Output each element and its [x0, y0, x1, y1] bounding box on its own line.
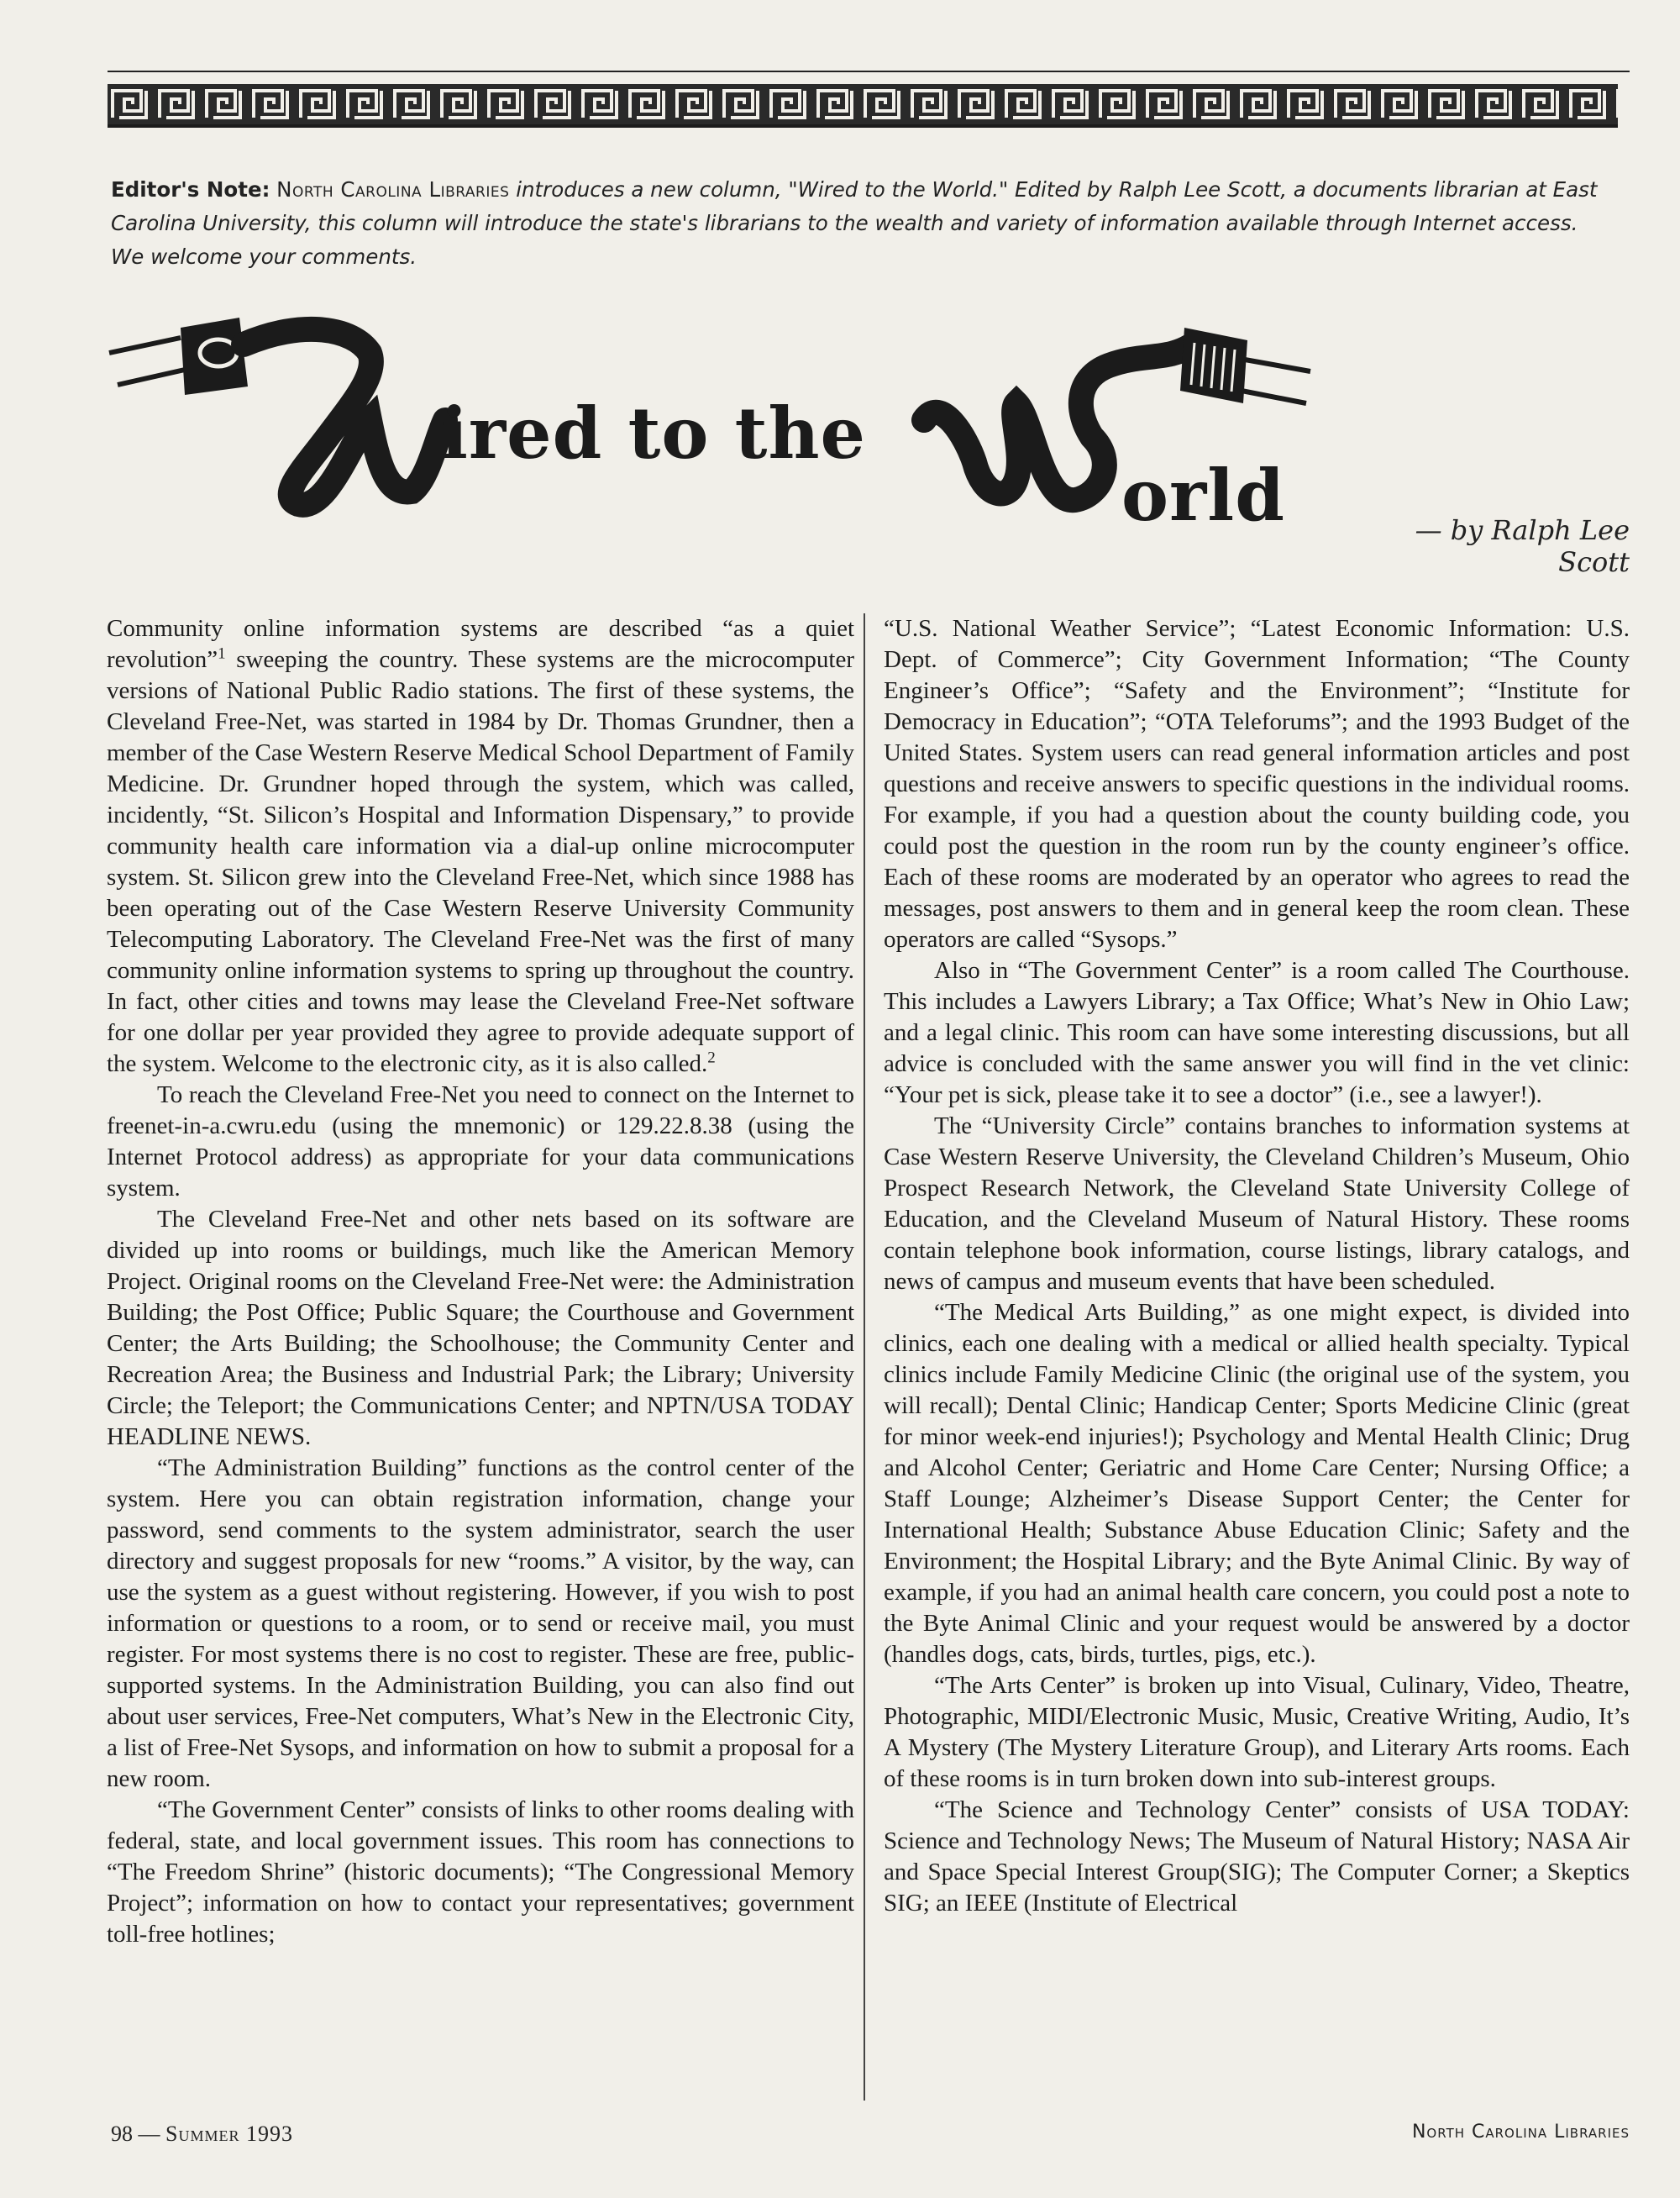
left-plug-icon [181, 318, 248, 395]
paragraph: Also in “The Government Center” is a room called The Courthouse. This includes a Lawyers Library; a Tax Office; What’s New in Ohio Law; and a legal clinic. This room can have some interesting discussions, but all advice is concluded with the same answer you will find in the vet clinic: “Your pet is sick, please take it to see a doctor” (i.e., see a lawyer!). [884, 957, 1630, 1108]
article-left-column [107, 613, 854, 1950]
right-plug-icon [1180, 328, 1247, 403]
editors-note [111, 173, 1614, 274]
paragraph: “The Medical Arts Building,” as one might expect, is divided into clinics, each one dealing with a medical or allied health specialty. Typical clinics include Family Medicine Clinic (the original use of the system, you will recall); Dental Clinic; Handicap Center; Sports Medicine Clinic (great for minor week-end injuries!); Psychology and Mental Health Clinic; Drug and Alcohol Center; Geriatric and Home Care Center; Nursing Office; a Staff Lounge; Alzheimer’s Disease Support Center; the Center for International Health; Substance Abuse Education Clinic; Safety and the Environment; the Hospital Library; and the Byte Animal Clinic. By way of example, if you had an animal health care concern, you could post a note to the Byte Animal Clinic and your request would be answered by a doctor (handles dogs, cats, birds, turtles, pigs, etc.). [884, 1299, 1630, 1668]
paragraph-text: Community online information systems are described “as a quiet revolution” [107, 615, 854, 673]
cable-w-icon [244, 329, 445, 505]
paragraph: “The Administration Building” functions as the control center of the system. Here you can obtain registration information, change your password, send comments to the system administrator, search the user directory and suggest proposals for new “rooms.” A visitor, by the way, can use the system as a guest without registering. However, if you wish to post information or questions to a room, or to send or receive mail, you must register. For most systems there is no cost to register. These are free, public-supported systems. In the Administration Building, you can also find out about user services, Free-Net computers, What’s New in the Electronic City, a list of Free-Net Sysops, and information on how to submit a proposal for a new room. [107, 1454, 854, 1792]
plug-prong-icon [118, 370, 185, 385]
paragraph: “The Arts Center” is broken up into Visual, Culinary, Video, Theatre, Photographic, MIDI/Electronic Music, Music, Creative Writing, Audio, It’s A Mystery (The Mystery Literature Group), and Literary Arts rooms. Each of these rooms is in turn broken down into sub-interest groups. [884, 1672, 1630, 1792]
paragraph: “The Government Center” consists of links to other rooms dealing with federal, state, and local government issues. This room has connections to “The Freedom Shrine” (historic documents); “The Congressional Memory Project”; information on how to contact your representatives; government toll-free hotlines; [107, 1796, 854, 1948]
issue-date: Summer 1993 [165, 2122, 293, 2146]
paragraph: The “University Circle” contains branches to information systems at Case Western Reserve University, the Cleveland Children’s Museum, Ohio Prospect Research Network, the Cleveland State University College of Education, and the Cleveland Museum of Natural History. These rooms contain telephone book information, course listings, library catalogs, and news of campus and museum events that have been scheduled. [884, 1112, 1630, 1295]
page-number: 98 — [111, 2122, 165, 2146]
byline: — by Ralph Lee Scott [1415, 514, 1630, 578]
column-title-graphic [101, 294, 1327, 546]
editors-note-label: Editor's Note: [111, 177, 270, 202]
editors-note-text: introduces a new column, "Wired to the World." Edited by Ralph Lee Scott, a documents librarian at East Carolina University, this column will introduce the state's librarians to the wealth and variety of information available through Internet access. We welcome your comments. [111, 177, 1598, 269]
column-divider [864, 613, 865, 2101]
article-right-column [884, 613, 1630, 1919]
plug-prong-icon [1242, 391, 1306, 403]
footer-page-issue [111, 2122, 293, 2147]
paragraph [107, 613, 854, 1080]
journal-name: North Carolina Libraries [1411, 2122, 1630, 2143]
paragraph: To reach the Cleveland Free-Net you need to connect on the Internet to freenet-in-a.cwru.edu (using the mnemonic) or 129.22.8.38 (using the Internet Protocol address) as appropriate for your data communications system. [107, 1081, 854, 1202]
plug-prong-icon [109, 338, 181, 353]
footnote-ref: 1 [218, 644, 226, 663]
column-title-part2: orld [1121, 454, 1285, 537]
plug-prong-icon [1245, 360, 1310, 371]
footer-journal [1412, 2122, 1630, 2143]
top-rule [108, 71, 1630, 72]
footnote-ref: 2 [707, 1049, 716, 1067]
paragraph-text: sweeping the country. These systems are the microcomputer versions of National Public Radio stations. The first of these systems, the Cleveland Free-Net, was started in 1984 by Dr. Thomas Grundner, then a member of the Case Western Reserve Medical School Department of Family Medicine. Dr. Grundner hoped through the system, which was called, incidently, “St. Silicon’s Hospital and Information Dispensary,” to provide community health care information via a dial-up online microcomputer system. St. Silicon grew into the Cleveland Free-Net, which since 1988 has been operating out of the Case Western Reserve University Community Telecomputing Laboratory. The Cleveland Free-Net was the first of many community online information systems to spring up throughout the country. In fact, other cities and towns may lease the Cleveland Free-Net software for one dollar per year provided they agree to provide adequate support of the system. Welcome to the electronic city, as it is also called. [107, 646, 854, 1077]
column-title-part1: ired to the [441, 392, 866, 475]
publication-name: North Carolina Libraries [276, 177, 510, 202]
paragraph: “U.S. National Weather Service”; “Latest Economic Information: U.S. Dept. of Commerce”; City Government Information; “The County Engineer’s Office”; “Safety and the Environment”; “Institute for Democracy in Education”; “OTA Teleforums”; and the 1993 Budget of the United States. System users can read general information articles and post questions and receive answers to specific questions in the individual rooms. For example, if you had a question about the county building code, you could post the question in the room run by the county engineer’s office. Each of these rooms are moderated by an operator who agrees to read the messages, post answers to them and in general keep the room clean. These operators are called “Sysops.” [884, 615, 1630, 953]
greek-key-border [108, 84, 1618, 128]
paragraph: The Cleveland Free-Net and other nets based on its software are divided up into rooms or buildings, much like the American Memory Project. Original rooms on the Cleveland Free-Net were: the Administration Building; the Post Office; Public Square; the Courthouse and Government Center; the Arts Building; the Schoolhouse; the Community Center and Recreation Area; the Business and Industrial Park; the Library; University Circle; the Teleport; the Communications Center; and NPTN/USA TODAY HEADLINE NEWS. [107, 1206, 854, 1450]
greek-key-pattern [108, 84, 1618, 124]
paragraph: “The Science and Technology Center” consists of USA TODAY: Science and Technology News; The Museum of Natural History; NASA Air and Space Special Interest Group(SIG); The Computer Corner; a Skeptics SIG; an IEEE (Institute of Electrical [884, 1796, 1630, 1917]
